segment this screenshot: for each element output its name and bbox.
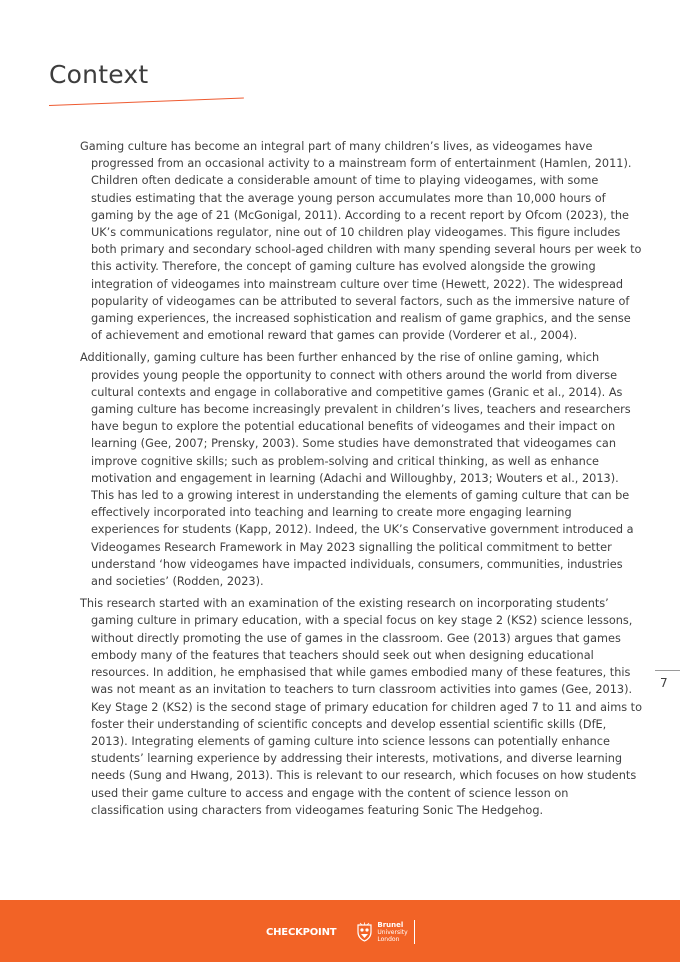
brunel-wordmark [377,922,407,943]
brunel-logo [356,920,414,944]
paragraph: This research started with an examination of the existing research on incorporating students’ gaming culture in primary education, with a special focus on key stage 2 (KS2) science lessons, without directly promoting the use of games in the classroom. Gee (2013) argues that games embody many of the features that teachers should seek out when designing educational resources. In addition, he emphasised that while games embodied many of these features, this was not meant as an invitation to teachers to turn classroom activities into games (Gee, 2013). Key Stage 2 (KS2) is the second stage of primary education for children aged 7 to 11 and aims to foster their understanding of scientific concepts and develop essential scientific skills (DfE, 2013). Integrating elements of gaming culture into science lessons can potentially enhance students’ learning experience by addressing their interests, motivations, and diverse learning needs (Sung and Hwang, 2013). This is relevant to our research, which focuses on how students used their game culture to access and engage with the content of science lesson on classification using characters from videogames featuring Sonic The Hedgehog. [80,597,643,817]
body-text [80,138,642,824]
checkpoint-logo: CHECKPOINT [266,926,337,938]
footer-logos [266,917,415,947]
brunel-line-3: London [377,935,400,943]
paragraph: Gaming culture has become an integral part of many children’s lives, as videogames have progressed from an occasional activity to a mainstream form of entertainment (Hamlen, 2011). Children often dedicate a considerable amount of time to playing videogames, with some studies estimating that the average young person accumulates more than 10,000 hours of gaming by the age of 21 (McGonigal, 2011). According to a recent report by Ofcom (2023), the UK’s communications regulator, nine out of 10 children play videogames. This figure includes both primary and secondary school-aged children with many spending several hours per week to this activity. Therefore, the concept of gaming culture has evolved alongside the growing integration of videogames into mainstream culture over time (Hewett, 2022). The widespread popularity of videogames can be attributed to several factors, such as the immersive nature of gaming experiences, the increased sophistication and realism of game graphics, and the sense of achievement and emotional reward that games can provide (Vorderer et al., 2004). [80,140,642,343]
page-number: 7 [660,676,668,690]
brunel-line-1: Brunel [377,920,404,929]
title-underline [49,98,244,106]
brunel-divider [414,920,415,944]
brunel-crest-icon [356,922,373,942]
page-title: Context [49,60,149,89]
page-number-rule [655,670,680,671]
brunel-line-2: University [377,928,408,936]
paragraph: Additionally, gaming culture has been further enhanced by the rise of online gaming, which provides young people the opportunity to connect with others around the world from diverse cultural contexts and engage in collaborative and competitive games (Granic et al., 2014). As gaming culture has become increasingly prevalent in children’s lives, teachers and researchers have begun to explore the potential educational benefits of videogames and their impact on learning (Gee, 2007; Prensky, 2003). Some studies have demonstrated that videogames can improve cognitive skills; such as problem-solving and critical thinking, as well as enhance motivation and engagement in learning (Adachi and Willoughby, 2013; Wouters et al., 2013). This has led to a growing interest in understanding the elements of gaming culture that can be effectively incorporated into teaching and learning to create more engaging learning experiences for students (Kapp, 2012). Indeed, the UK’s Conservative government introduced a Videogames Research Framework in May 2023 signalling the political commitment to better understand ‘how videogames have impacted individuals, consumers, communities, industries and societies’ (Rodden, 2023). [80,351,634,589]
